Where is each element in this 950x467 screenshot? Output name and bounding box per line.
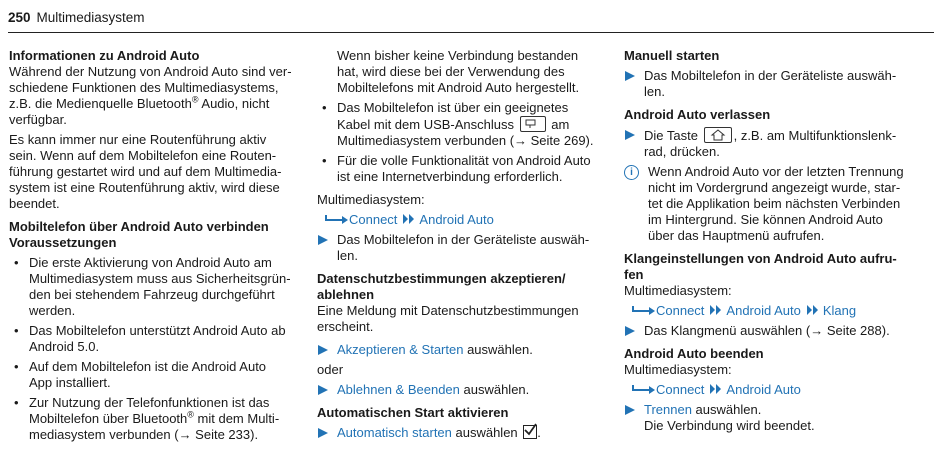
step-line: len. xyxy=(644,84,665,99)
decline-end-option[interactable]: Ablehnen & Beenden xyxy=(337,382,460,397)
bullet-item xyxy=(9,359,309,391)
section-heading: Klangeinstellungen von Android Auto aufru- xyxy=(624,251,897,266)
menu-path xyxy=(317,212,607,228)
text-span: Die Taste xyxy=(644,128,698,143)
text-span: mit dem Multi- xyxy=(193,411,280,426)
bullet-item xyxy=(317,100,607,149)
step-line: Das Mobiltelefon in der Geräteliste auswäh- xyxy=(644,68,897,83)
home-icon xyxy=(704,127,732,143)
step-item xyxy=(624,127,914,160)
text-span: Audio, nicht xyxy=(198,96,270,111)
bullet-line: den bei stehendem Fahrzeug durchgeführt xyxy=(29,287,275,302)
bullet-line: • Die erste Aktivierung von Android Auto am xyxy=(29,255,272,270)
text-span: Kabel mit dem USB-Anschluss xyxy=(337,117,515,132)
step-item xyxy=(317,232,607,264)
info-line: im Hintergrund. Sie können Android Auto xyxy=(648,212,883,227)
menu-path xyxy=(624,303,914,319)
step-item xyxy=(317,382,607,398)
bullet-line: • Für die volle Funktionalität von Android Auto xyxy=(337,153,591,168)
section-heading: Android Auto beenden xyxy=(624,346,764,361)
bullet-line: • Auf dem Mobiltelefon ist die Android Auto xyxy=(29,359,267,374)
bullet-line: Multimediasystem muss aus Sicherheitsgrün- xyxy=(29,271,291,286)
bullet-line: Multimediasystem verbunden (→ Seite 269). xyxy=(337,133,594,148)
info-icon: i xyxy=(624,165,639,180)
page-title: Multimediasystem xyxy=(36,10,145,25)
bullet-line: • Zur Nutzung der Telefonfunktionen ist das xyxy=(29,395,270,410)
paragraph-line: Wenn bisher keine Verbindung bestanden xyxy=(337,48,579,63)
info-line: Wenn Android Auto vor der letzten Trennung xyxy=(648,164,904,179)
section-heading: Automatischen Start aktivieren xyxy=(317,405,509,420)
usb-port-icon xyxy=(520,116,546,132)
section-heading: fen xyxy=(624,267,644,282)
step-line: Die Verbindung wird beendet. xyxy=(644,418,815,433)
accept-start-option[interactable]: Akzeptieren & Starten xyxy=(337,342,464,357)
disconnect-option[interactable]: Trennen xyxy=(644,402,692,417)
section-heading: Manuell starten xyxy=(624,48,720,63)
step-item xyxy=(624,68,914,100)
step-arrow-icon xyxy=(318,385,328,395)
text-span: am xyxy=(547,117,570,132)
bullet-line: App installiert. xyxy=(29,375,111,390)
text-span: auswählen. xyxy=(459,382,530,397)
auto-start-option[interactable]: Automatisch starten xyxy=(337,425,452,440)
paragraph-line: schiedene Funktionen des Multimediasystems, xyxy=(9,80,279,95)
menu-path xyxy=(624,382,914,398)
bullet-line: • Das Mobiltelefon ist über ein geeignetes xyxy=(337,100,569,115)
paragraph-line: beendet. xyxy=(9,196,60,211)
step-line xyxy=(337,342,607,358)
path-arrow-icon xyxy=(632,304,656,316)
column-1 xyxy=(9,48,309,443)
paragraph-line: hat, wird diese bei der Verwendung des xyxy=(337,64,565,79)
double-chevron-icon xyxy=(710,305,722,315)
paragraph-line: system ist eine Routenführung aktiv, wird diese xyxy=(9,180,280,195)
section-heading: ablehnen xyxy=(317,287,375,302)
menu-path-label: Multimediasystem: xyxy=(624,283,732,298)
step-arrow-icon xyxy=(318,428,328,438)
step-arrow-icon xyxy=(625,71,635,81)
section-heading: Mobiltelefon über Android Auto verbinden xyxy=(9,219,269,234)
section-heading: Datenschutzbestimmungen akzeptieren/ xyxy=(317,271,566,286)
text-span: Mobiltelefon über Bluetooth xyxy=(29,411,188,426)
step-item xyxy=(317,342,607,358)
menu-path-label: Multimediasystem: xyxy=(624,362,732,377)
menu-path-android-auto[interactable]: Android Auto xyxy=(726,303,801,318)
step-arrow-icon xyxy=(625,405,635,415)
info-line: über das Hauptmenü aufrufen. xyxy=(648,228,825,243)
menu-path-android-auto[interactable]: Android Auto xyxy=(726,382,801,397)
double-chevron-icon xyxy=(807,305,819,315)
step-arrow-icon xyxy=(318,345,328,355)
paragraph-line: erscheint. xyxy=(317,319,374,334)
step-line xyxy=(644,127,914,144)
bullet-item xyxy=(9,395,309,443)
bullet-line xyxy=(337,116,607,133)
step-line: len. xyxy=(337,248,358,263)
step-arrow-icon xyxy=(318,235,328,245)
bullet-line: mediasystem verbunden (→ Seite 233). xyxy=(29,427,259,442)
info-line: tet die Applikation beim nächsten Verbinden xyxy=(648,196,901,211)
step-line: Das Klangmenü auswählen (→ Seite 288). xyxy=(644,323,890,338)
registered-mark: ® xyxy=(187,409,194,420)
section-heading: Android Auto verlassen xyxy=(624,107,771,122)
menu-path-connect[interactable]: Connect xyxy=(656,303,705,318)
step-line xyxy=(337,425,607,441)
paragraph-line xyxy=(9,96,309,112)
path-arrow-icon xyxy=(325,213,349,225)
bullet-line: ist eine Internetverbindung erforderlich. xyxy=(337,169,563,184)
column-2 xyxy=(317,48,607,441)
bullet-item xyxy=(9,255,309,319)
column-3 xyxy=(624,48,914,434)
paragraph-line: verfügbar. xyxy=(9,112,67,127)
bullet-line: • Das Mobiltelefon unterstützt Android Auto ab xyxy=(29,323,286,338)
path-arrow-icon xyxy=(632,383,656,395)
text-span: . xyxy=(537,425,541,440)
registered-mark: ® xyxy=(191,94,199,105)
step-item xyxy=(317,425,607,441)
text-span: auswählen. xyxy=(463,342,533,357)
paragraph-line: führung gestartet wird und auf dem Multimedia- xyxy=(9,164,282,179)
menu-path-klang[interactable]: Klang xyxy=(822,303,857,318)
paragraph-line: Eine Meldung mit Datenschutzbestimmungen xyxy=(317,303,579,318)
info-note xyxy=(624,164,914,244)
menu-path-connect[interactable]: Connect xyxy=(349,212,398,227)
step-line xyxy=(644,402,914,418)
note-continuation xyxy=(317,48,607,96)
step-item xyxy=(624,323,914,339)
page-number: 250 xyxy=(8,10,31,25)
text-span: auswählen xyxy=(451,425,522,440)
step-line: rad, drücken. xyxy=(644,144,720,159)
menu-path-label: Multimediasystem: xyxy=(317,192,425,207)
info-line: nicht im Vordergrund angezeigt wurde, star- xyxy=(648,180,901,195)
bullet-line: Android 5.0. xyxy=(29,339,100,354)
bullet-item xyxy=(9,323,309,355)
bullet-item xyxy=(317,153,607,185)
menu-path-android-auto[interactable]: Android Auto xyxy=(419,212,494,227)
step-item xyxy=(624,402,914,434)
double-chevron-icon xyxy=(710,384,722,394)
bullet-line: werden. xyxy=(29,303,76,318)
step-line xyxy=(337,382,607,398)
double-chevron-icon xyxy=(403,214,415,224)
checkbox-checked-icon xyxy=(523,425,537,439)
text-span: auswählen. xyxy=(691,402,762,417)
paragraph-line: Mobiltelefons mit Android Auto hergestellt. xyxy=(337,80,580,95)
paragraph-line: Während der Nutzung von Android Auto sind ver- xyxy=(9,64,292,79)
step-arrow-icon xyxy=(625,326,635,336)
paragraph-line: sein. Wenn auf dem Mobiltelefon eine Routen- xyxy=(9,148,277,163)
page-header xyxy=(8,10,934,33)
bullet-line xyxy=(29,411,309,427)
text-span: z.B. die Medienquelle Bluetooth xyxy=(9,96,192,111)
step-arrow-icon xyxy=(625,130,635,140)
step-line: Das Mobiltelefon in der Geräteliste auswäh- xyxy=(337,232,590,247)
text-span: , z.B. am Multifunktionslenk- xyxy=(733,128,897,143)
section-subheading: Voraussetzungen xyxy=(9,235,117,250)
paragraph-line: Es kann immer nur eine Routenführung aktiv xyxy=(9,132,267,147)
section-heading: Informationen zu Android Auto xyxy=(9,48,200,63)
or-label: oder xyxy=(317,362,344,377)
menu-path-connect[interactable]: Connect xyxy=(656,382,705,397)
